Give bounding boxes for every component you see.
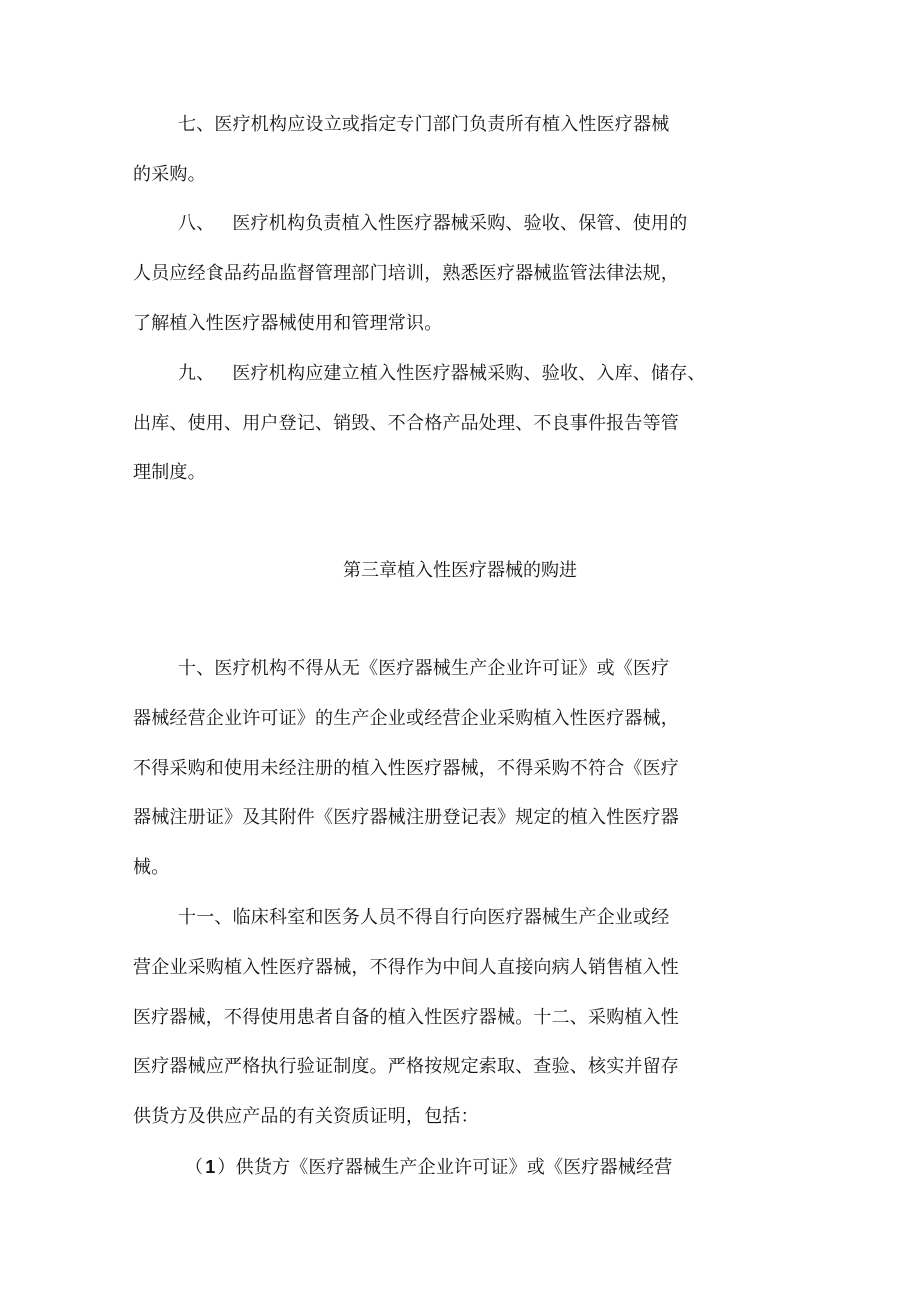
- article-9-line-3: 理制度。: [133, 462, 206, 483]
- list-item-1-open: （: [185, 1157, 204, 1178]
- article-8-line-2: 人员应经食品药品监督管理部门培训，熟悉医疗器械监管法律法规，: [133, 263, 679, 284]
- article-10-line-5: 械。: [133, 857, 170, 878]
- article-8-line-3: 了解植入性医疗器械使用和管理常识。: [133, 313, 443, 334]
- article-10-line-4: 器械注册证》及其附件《医疗器械注册登记表》规定的植入性医疗器: [133, 807, 679, 828]
- article-7-line-1: 七、医疗机构应设立或指定专门部门负责所有植入性医疗器械: [178, 114, 670, 135]
- article-11-line-3: 医疗器械，不得使用患者自备的植入性医疗器械。十二、采购植入性: [133, 1007, 679, 1028]
- article-8-line-1: [178, 212, 687, 236]
- article-9-number: 九、: [178, 363, 215, 384]
- chapter-title: 第三章植入性医疗器械的购进: [343, 560, 577, 581]
- article-11-line-2: 营企业采购植入性医疗器械，不得作为中间人直接向病人销售植入性: [133, 957, 679, 978]
- list-item-1-number: 1: [205, 1157, 216, 1177]
- article-11-line-1: 十一、临床科室和医务人员不得自行向医疗器械生产企业或经: [178, 907, 670, 928]
- article-9-text: 医疗机构应建立植入性医疗器械采购、验收、入库、储存、: [232, 363, 706, 384]
- list-item-1-text: ）供货方《医疗器械生产企业许可证》或《医疗器械经营: [217, 1157, 673, 1178]
- article-11-line-4: 医疗器械应严格执行验证制度。严格按规定索取、查验、核实并留存: [133, 1056, 679, 1077]
- article-7-line-2: 的采购。: [133, 164, 206, 185]
- article-8-text: 医疗机构负责植入性医疗器械采购、验收、保管、使用的: [232, 213, 688, 234]
- article-8-number: 八、: [178, 213, 215, 234]
- article-9-line-1: [178, 362, 706, 386]
- list-item-1: [185, 1155, 672, 1180]
- article-10-line-1: 十、医疗机构不得从无《医疗器械生产企业许可证》或《医疗: [178, 658, 670, 679]
- article-11-line-5: 供货方及供应产品的有关资质证明，包括：: [133, 1106, 479, 1127]
- article-9-line-2: 出库、使用、用户登记、销毁、不合格产品处理、不良事件报告等管: [133, 413, 679, 434]
- article-10-line-3: 不得采购和使用未经注册的植入性医疗器械，不得采购不符合《医疗: [133, 758, 679, 779]
- article-10-line-2: 器械经营企业许可证》的生产企业或经营企业采购植入性医疗器械，: [133, 708, 679, 729]
